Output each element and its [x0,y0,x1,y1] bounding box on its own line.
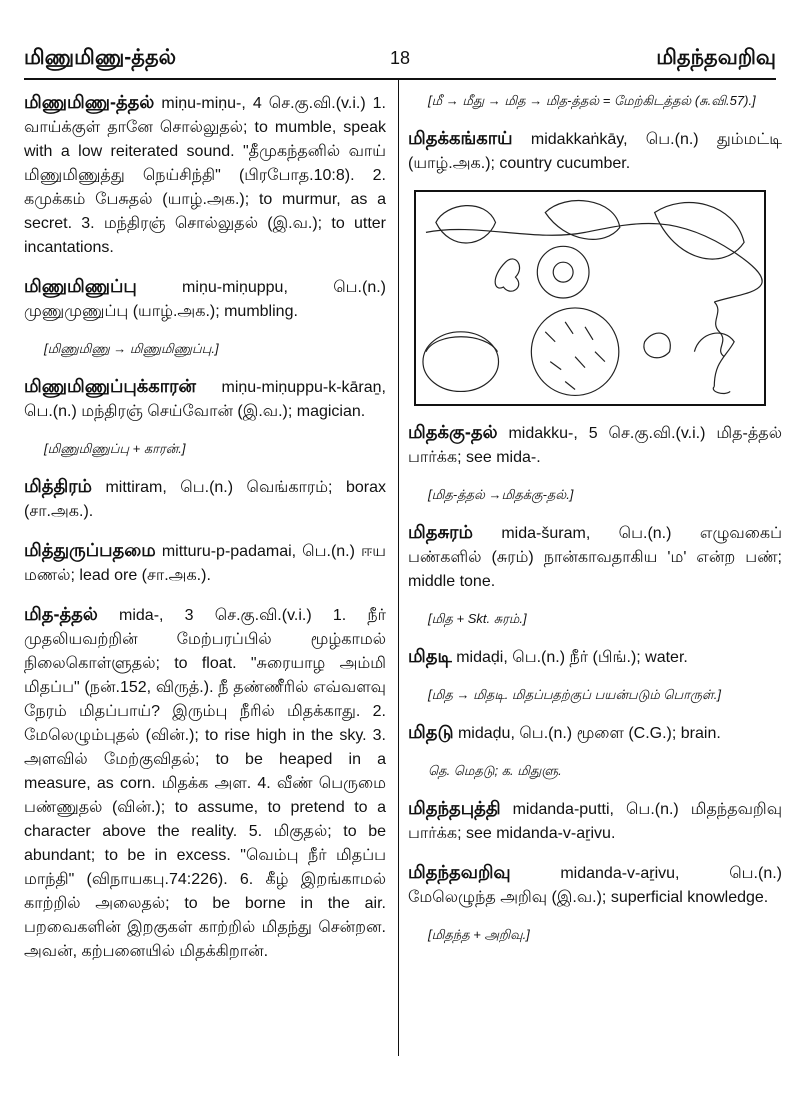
entry-headword: மிதடு [408,722,454,742]
entry-definition: miṇu-miṇuppu, பெ.(n.) முணுமுணுப்பு (யாழ்.அக.); mumbling. [24,279,386,320]
header-right-guide-word: மிதந்தவறிவு [656,46,776,69]
entry-definition: miṇu-miṇuppu-k-kāraṉ, பெ.(n.) மந்திரஞ் செய்வோன் (இ.வ.); magician. [24,379,386,420]
dictionary-entry [408,860,782,910]
dictionary-entry [408,126,782,176]
entry-definition: mida-šuram, பெ.(n.) எழுவகைப் பண்களில் (சுரம்) நான்காவதாகிய 'ம' என்ற பண்; middle tone. [408,525,782,590]
etymology-note: [மிணுமிணு → மிணுமிணுப்பு.] [44,341,219,356]
left-column [24,90,386,978]
etymology-note: [மீ → மீது → மித → மித-த்தல் = மேற்கிடத்தல் (சு.வி.57).] [428,93,756,108]
header-divider [24,78,776,80]
entry-definition: mittiram, பெ.(n.) வெங்காரம்; borax (சா.அக.). [24,479,386,520]
entry-definition: midaḍi, பெ.(n.) நீர் (பிங்.); water. [451,649,688,666]
entry-headword: மிதந்தபுத்தி [408,798,501,818]
tendril [714,302,724,357]
right-column [408,90,782,960]
column-divider [398,80,399,1056]
entry-definition: mida-, 3 செ.கு.வி.(v.i.) 1. நீர் முதலியவற்றின் மேற்பரப்பில் மூழ்காமல் நிலைகொள்ளுதல்; to float. "சுரையாழ அம்மி மிதப்ப" (நன்.152, விருத்.). நீ தண்ணீரில் எவ்வளவு நேரம் மிதப்பாய்? இரும்பு நீரில் மிதக்காது. 2. மேலெழும்புதல் (வின்.); to rise high in the sky. 3. அளவில் மேற்குவிதல்; to be heaped in a measure, as corn. மிதக்க அள. 4. வீண் பெருமை பண்ணுதல் (வின்.); to assume, to pretend to a character above the reality. 5. மிகுதல்; to be abundant; to be in excess. "வெம்பு நீர் மிதப்ப மாந்தி" (விநாயகபு.74:226). 6. கீழ் இறங்காமல் காற்றில் அலைதல்; to be borne in the air. பறவைகளின் இறகுகள் காற்றில் மிதந்து சென்றன. அவன், கற்பனையில் மிதக்கிறான். [24,607,386,960]
entry-headword: மிணுமிணுப்புக்காரன் [24,376,196,396]
page-header [24,46,776,76]
entry-definition: miṇu-miṇu-, 4 செ.கு.வி.(v.i.) 1. வாய்க்குள் தானே சொல்லுதல்; to mumble, speak with a low reiterated sound. "தீமுகந்தனில் வாய் மிணுமிணுத்து நெய்சிந்தி" (பிரபோத.10:8). 2. கமுக்கம் பேசுதல் (யாழ்.அக.); to murmur, as a secret. 3. மந்திரஞ் சொல்லுதல் (இ.வ.); to utter incantations. [24,95,386,256]
header-left-guide-word: மிணுமிணு-த்தல் [24,46,177,69]
dictionary-entry [408,644,782,670]
etymology-note: [மிதந்த + அறிவு.] [428,927,530,942]
plant-drawing [416,192,764,404]
cucumber-illustration [414,190,766,406]
leaf-top [545,201,620,240]
entry-headword: மிதக்கு-தல் [408,422,498,442]
entry-definition: midanda-putti, பெ.(n.) மிதந்தவறிவு பார்க்க; see midanda-v-aṟivu. [408,801,782,842]
entry-headword: மிணுமிணுப்பு [24,276,137,296]
sprout [694,333,734,393]
small-flower [644,333,670,358]
whole-fruit [531,308,618,395]
fruit-core [553,262,573,282]
entry-definition: mitturu-p-padamai, பெ.(n.) ஈய மணல்; lead ore (சா.அக.). [24,543,386,584]
entry-headword: மிதக்கங்காய் [408,128,513,148]
entry-headword: மித-த்தல் [24,604,98,624]
dictionary-entry [408,720,782,746]
page-number: 18 [389,48,411,68]
entry-headword: மித்துருப்பதமை [24,540,156,560]
dictionary-entry [408,420,782,470]
vine-stem [426,223,762,301]
entry-headword: மிணுமிணு-த்தல் [24,92,155,112]
fruit-half [423,332,499,392]
entry-headword: மிதசுரம் [408,522,473,542]
dictionary-entry [408,796,782,846]
dictionary-entry [24,538,386,588]
fruit-cross-section-small [537,246,589,298]
entry-headword: மிதந்தவறிவு [408,862,511,882]
entry-headword: மித்திரம் [24,476,92,496]
entry-definition: midanda-v-aṟivu, பெ.(n.) மேலெழுந்த அறிவு (இ.வ.); superficial knowledge. [408,865,782,906]
dictionary-entry [24,602,386,964]
dictionary-entry [408,520,782,594]
etymology-note: [மித → மிதடி. மிதப்பதற்குப் பயன்படும் பொருள்.] [428,687,721,702]
fruit-pattern [545,322,605,390]
dictionary-entry [24,90,386,260]
entry-definition: midaḍu, பெ.(n.) மூளை (C.G.); brain. [453,725,721,742]
cognate-note: தெ. மெதடு; க. மிதுளு. [428,763,562,778]
etymology-note: [மிணுமிணுப்பு + காரன்.] [44,441,186,456]
entry-definition: midakku-, 5 செ.கு.வி.(v.i.) மித-த்தல் பார்க்க; see mida-. [408,425,782,466]
etymology-note: [மித + Skt. சுரம்.] [428,611,527,626]
dictionary-entry [24,374,386,424]
etymology-note: [மித-த்தல் →மிதக்கு-தல்.] [428,487,574,502]
entry-headword: மிதடி [408,646,452,666]
entry-definition: midakkaṅkāy, பெ.(n.) தும்மட்டி (யாழ்.அக.); country cucumber. [408,131,782,172]
dictionary-entry [24,274,386,324]
dictionary-entry [24,474,386,524]
leaf-left [436,206,496,243]
flower [495,259,519,291]
